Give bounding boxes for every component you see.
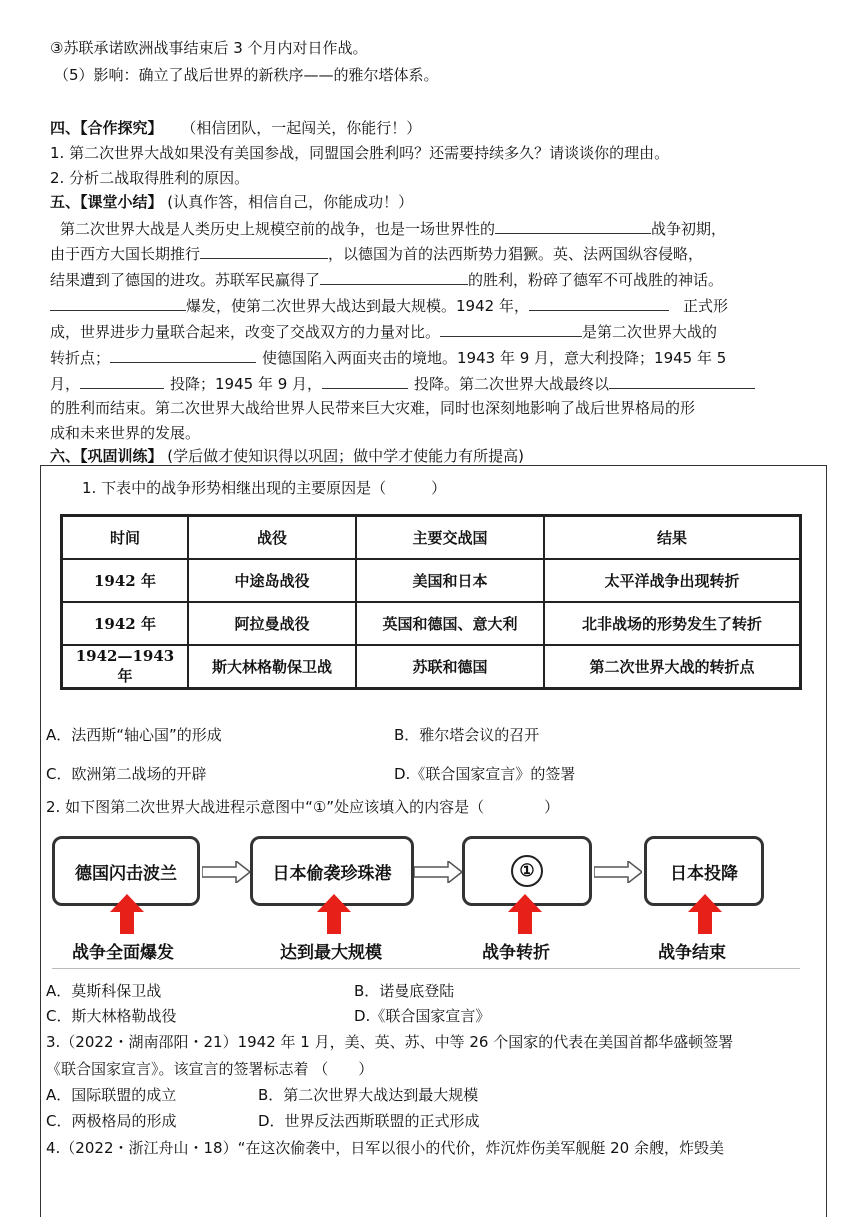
summary-line-3 — [50, 268, 723, 291]
table-row — [62, 645, 801, 689]
explore-question-1: 1. 第二次世界大战如果没有美国参战，同盟国会胜利吗？还需要持续多久？请谈谈你的理由。 — [50, 144, 670, 162]
summary-text: 使德国陷入两面夹击的境地。1943 年 9 月，意大利投降；1945 年 5 — [262, 349, 727, 367]
q3-stem-line-1: 3.（2022・湖南邵阳・21）1942 年 1 月，美、英、苏、中等 26 个国家的代表在美国首都华盛顿签署 — [46, 1033, 734, 1051]
summary-text: 是第二次世界大战的 — [582, 323, 718, 341]
header-time: 时间 — [62, 516, 189, 560]
flow-box-text: 德国闪击波兰 — [75, 863, 177, 884]
summary-text: 爆发，使第二次世界大战达到最大规模。1942 年， — [186, 297, 529, 315]
section4-heading — [50, 117, 421, 139]
table-cell: 美国和日本 — [356, 559, 544, 602]
q3-option-b[interactable]: B．第二次世界大战达到最大规模 — [258, 1086, 479, 1104]
summary-text: 战争初期， — [651, 220, 727, 238]
q2-option-a[interactable]: A．莫斯科保卫战 — [46, 982, 162, 1000]
up-arrow-icon — [110, 894, 144, 934]
section6-title: 六、【巩固训练】 — [50, 447, 163, 465]
table-cell: 第二次世界大战的转折点 — [544, 645, 801, 689]
summary-line-2 — [50, 242, 703, 265]
table-cell: 北非战场的形势发生了转折 — [544, 602, 801, 645]
q2-option-c[interactable]: C．斯大林格勒战役 — [46, 1007, 177, 1025]
table-row — [62, 602, 801, 645]
q2-option-b[interactable]: B．诺曼底登陆 — [354, 982, 455, 1000]
summary-text: 正式形 — [682, 297, 728, 315]
q2-option-d[interactable]: D.《联合国家宣言》 — [354, 1007, 491, 1025]
right-arrow-icon — [202, 861, 250, 883]
table-row — [62, 559, 801, 602]
influence-line: （5）影响：确立了战后世界的新秩序——的雅尔塔体系。 — [54, 66, 439, 84]
summary-text: 成，世界进步力量联合起来，改变了交战双方的力量对比。 — [50, 323, 441, 341]
table-cell: 斯大林格勒保卫战 — [188, 645, 356, 689]
summary-text: 结果遭到了德国的进攻。苏联军民赢得了 — [50, 271, 321, 289]
section4-title: 四、【合作探究】 — [50, 119, 163, 137]
q3-option-d[interactable]: D．世界反法西斯联盟的正式形成 — [258, 1112, 480, 1130]
section5-title: 五、【课堂小结】 — [50, 193, 163, 211]
table-header-row — [62, 516, 801, 560]
fill-blank[interactable] — [322, 372, 408, 389]
fill-blank[interactable] — [80, 372, 164, 389]
table-cell: 苏联和德国 — [356, 645, 544, 689]
table-cell: 英国和德国、意大利 — [356, 602, 544, 645]
section5-heading — [50, 191, 413, 213]
fill-blank[interactable] — [110, 346, 256, 363]
q2-stem: 2. 如下图第二次世界大战进程示意图中“①”处应该填入的内容是（ ） — [46, 798, 560, 816]
fill-blank[interactable] — [200, 242, 328, 259]
up-arrow-icon — [317, 894, 351, 934]
summary-line-8: 的胜利而结束。第二次世界大战给世界人民带来巨大灾难，同时也深刻地影响了战后世界格局的形 — [50, 399, 696, 417]
table-cell: 1942 年 — [62, 602, 189, 645]
flow-label-3: 战争转折 — [482, 943, 550, 963]
up-arrow-icon — [688, 894, 722, 934]
summary-line-1 — [60, 217, 726, 240]
q1-stem: 1. 下表中的战争形势相继出现的主要原因是（ ） — [82, 479, 447, 497]
summary-text: 月， — [50, 375, 81, 393]
summary-line-4 — [50, 294, 728, 317]
summary-text: ，以德国为首的法西斯势力猖獗。英、法两国纵容侵略， — [328, 245, 704, 263]
table-cell: 1942—1943 年 — [62, 645, 189, 689]
fill-blank[interactable] — [320, 268, 468, 285]
q3-stem-line-2: 《联合国家宣言》。该宣言的签署标志着 （ ） — [46, 1060, 374, 1078]
summary-line-5 — [50, 320, 717, 343]
battle-table — [60, 514, 802, 690]
explore-question-2: 2. 分析二战取得胜利的原因。 — [50, 169, 250, 187]
header-result: 结果 — [544, 516, 801, 560]
q1-option-a[interactable]: A．法西斯“轴心国”的形成 — [46, 726, 222, 744]
right-arrow-icon — [414, 861, 462, 883]
fill-blank[interactable] — [440, 320, 582, 337]
table-cell: 太平洋战争出现转折 — [544, 559, 801, 602]
flow-label-4: 战争结束 — [658, 943, 726, 963]
q3-option-c[interactable]: C．两极格局的形成 — [46, 1112, 177, 1130]
section4-note: （相信团队，一起闯关，你能行！） — [181, 119, 422, 137]
table-cell: 1942 年 — [62, 559, 189, 602]
fill-blank[interactable] — [50, 294, 186, 311]
section6-heading — [50, 445, 524, 467]
section5-note: (认真作答，相信自己，你能成功！） — [167, 193, 414, 211]
condition-line-3: ③苏联承诺欧洲战事结束后 3 个月内对日作战。 — [50, 39, 368, 57]
fill-blank[interactable] — [495, 217, 651, 234]
q1-option-b[interactable]: B．雅尔塔会议的召开 — [394, 726, 540, 744]
right-arrow-icon — [594, 861, 642, 883]
q1-option-c[interactable]: C．欧洲第二战场的开辟 — [46, 765, 207, 783]
summary-text: 投降；1945 年 9 月， — [170, 375, 323, 393]
summary-text: 投降。第二次世界大战最终以 — [414, 375, 610, 393]
circle-number: ① — [511, 855, 543, 887]
summary-line-9: 成和未来世界的发展。 — [50, 424, 201, 442]
summary-line-7 — [50, 372, 755, 395]
section6-note: (学后做才使知识得以巩固；做中学才使能力有所提高) — [167, 447, 525, 465]
fill-blank[interactable] — [529, 294, 669, 311]
up-arrow-icon — [508, 894, 542, 934]
summary-line-6 — [50, 346, 726, 369]
table-cell: 阿拉曼战役 — [188, 602, 356, 645]
flow-label-2: 达到最大规模 — [280, 943, 382, 963]
table-cell: 中途岛战役 — [188, 559, 356, 602]
diagram-divider — [52, 968, 800, 969]
summary-text: 由于西方大国长期推行 — [50, 245, 201, 263]
header-battle: 战役 — [188, 516, 356, 560]
q4-stem: 4.（2022・浙江舟山・18）“在这次偷袭中，日军以很小的代价，炸沉炸伤美军舰艇 20 余艘，炸毁美 — [46, 1139, 724, 1157]
flow-box-text: 日本偷袭珍珠港 — [272, 863, 392, 884]
summary-text: 转折点； — [50, 349, 111, 367]
q1-option-d[interactable]: D.《联合国家宣言》的签署 — [394, 765, 576, 783]
summary-text: 的胜利，粉碎了德军不可战胜的神话。 — [468, 271, 724, 289]
summary-text: 第二次世界大战是人类历史上规模空前的战争，也是一场世界性的 — [60, 220, 496, 238]
fill-blank[interactable] — [609, 372, 755, 389]
header-belligerents: 主要交战国 — [356, 516, 544, 560]
flow-label-1: 战争全面爆发 — [72, 943, 174, 963]
q3-option-a[interactable]: A．国际联盟的成立 — [46, 1086, 177, 1104]
flow-box-text: 日本投降 — [670, 863, 738, 884]
